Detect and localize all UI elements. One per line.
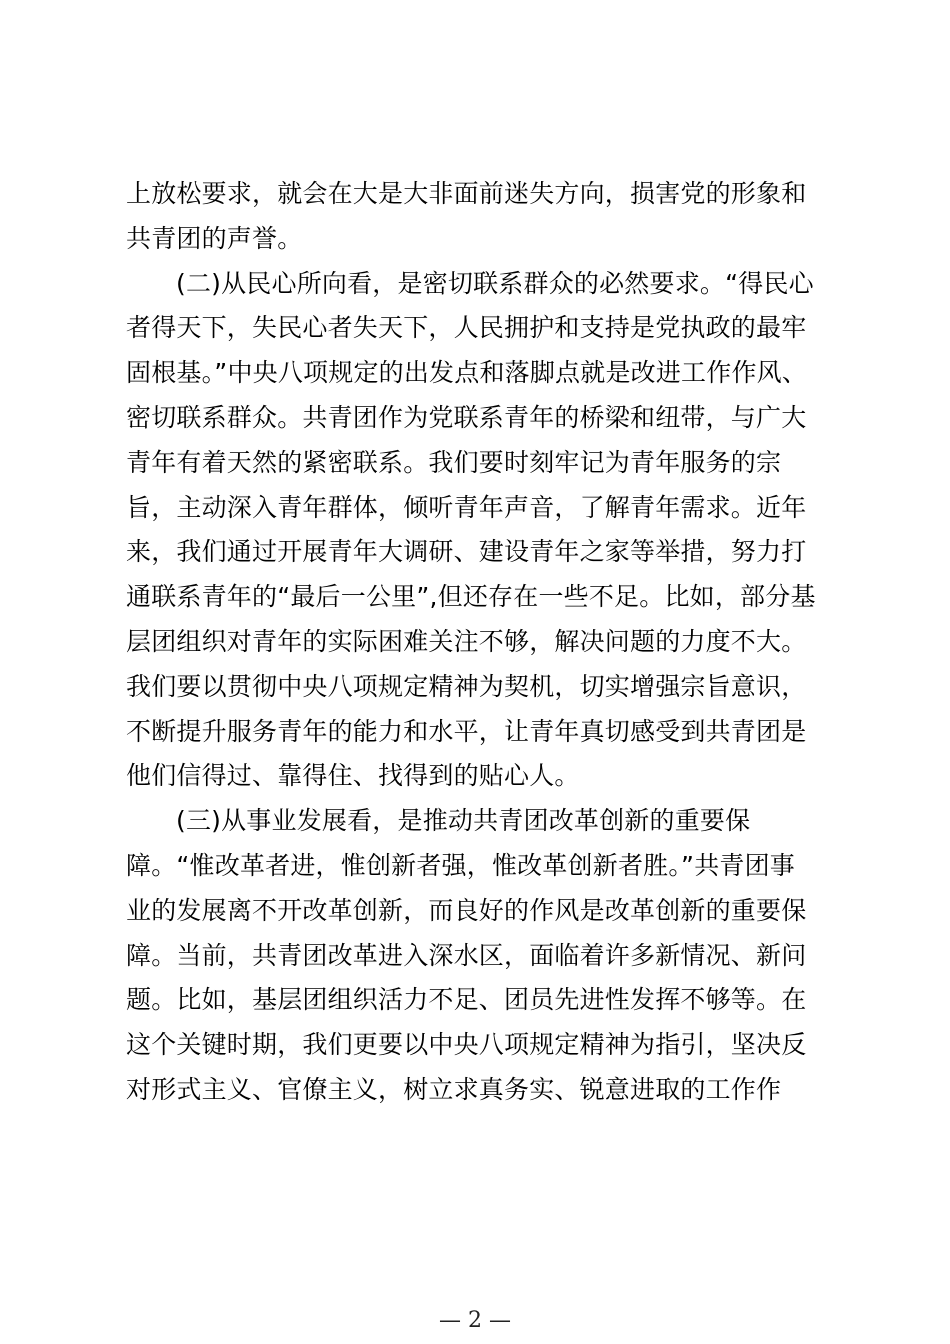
text-line: 题。比如，基层团组织活力不足、团员先进性发挥不够等。在 xyxy=(126,985,807,1015)
text-line: 来，我们通过开展青年大调研、建设青年之家等举措，努力打 xyxy=(126,537,807,567)
text-line: 通联系青年的“最后一公里”,但还存在一些不足。比如，部分基 xyxy=(126,582,816,612)
text-line: 业的发展离不开改革创新，而良好的作风是改革创新的重要保 xyxy=(126,895,807,925)
page-number: — 2 — xyxy=(439,1308,511,1333)
text-line: 障。“惟改革者进，惟创新者强，惟改革创新者胜。”共青团事 xyxy=(126,850,796,880)
text-line: 固根基。”中央八项规定的出发点和落脚点就是改进工作作风、 xyxy=(126,358,808,388)
text-line-paragraph-start: (二)从民心所向看，是密切联系群众的必然要求。“得民心 xyxy=(176,268,814,298)
text-line: 我们要以贯彻中央八项规定精神为契机，切实增强宗旨意识， xyxy=(126,671,807,701)
text-line: 上放松要求，就会在大是大非面前迷失方向，损害党的形象和 xyxy=(126,179,807,208)
text-line: 旨，主动深入青年群体，倾听青年声音，了解青年需求。近年 xyxy=(126,492,807,522)
text-line: 这个关键时期，我们更要以中央八项规定精神为指引，坚决反 xyxy=(126,1030,807,1060)
text-line: 共青团的声誉。 xyxy=(126,223,303,253)
text-line: 不断提升服务青年的能力和水平，让青年真切感受到共青团是 xyxy=(126,716,807,746)
text-line-paragraph-start: (三)从事业发展看，是推动共青团改革创新的重要保 xyxy=(176,806,751,836)
text-line: 密切联系群众。共青团作为党联系青年的桥梁和纽带，与广大 xyxy=(126,402,807,432)
text-line: 层团组织对青年的实际困难关注不够，解决问题的力度不大。 xyxy=(126,626,807,656)
text-line: 障。当前，共青团改革进入深水区，面临着许多新情况、新问 xyxy=(126,940,807,970)
text-line: 对形式主义、官僚主义，树立求真务实、锐意进取的工作作 xyxy=(126,1074,782,1104)
body-text xyxy=(126,172,826,1113)
text-line: 他们信得过、靠得住、找得到的贴心人。 xyxy=(126,761,580,791)
text-line: 者得天下，失民心者失天下，人民拥护和支持是党执政的最牢 xyxy=(126,313,807,343)
text-line: 青年有着天然的紧密联系。我们要时刻牢记为青年服务的宗 xyxy=(126,447,782,477)
